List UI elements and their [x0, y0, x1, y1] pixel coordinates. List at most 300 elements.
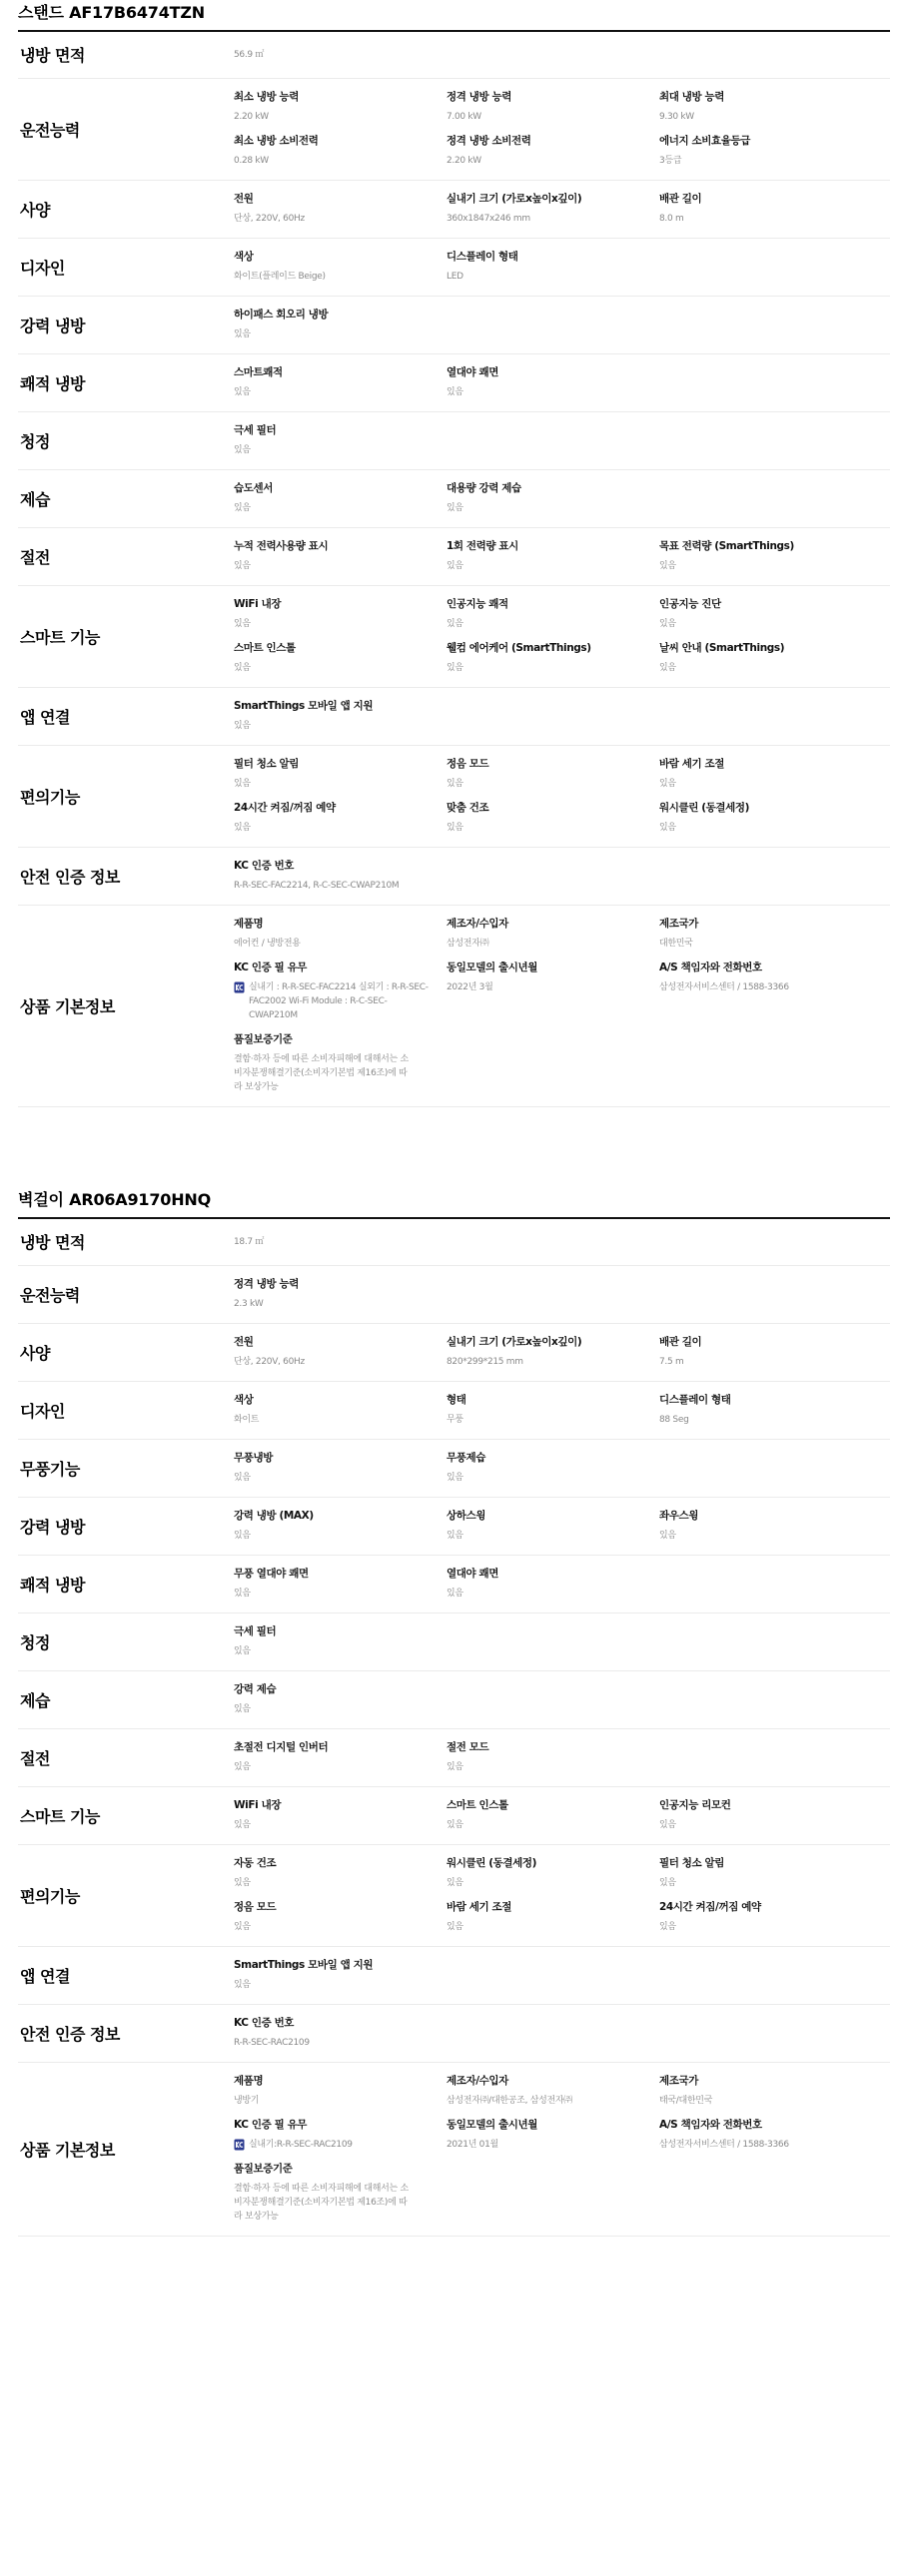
spec-category-label: 강력 냉방	[20, 316, 85, 335]
spec-category-label: 냉방 면적	[20, 46, 85, 65]
spec-category-label: 스마트 기능	[20, 1806, 100, 1826]
spec-item-value: 있음	[234, 445, 251, 455]
spec-item-value: 18.7 ㎡	[234, 1236, 265, 1247]
spec-item-value: 있음	[659, 1878, 676, 1888]
spec-item	[234, 1958, 447, 1992]
spec-item-title: 자동 건조	[234, 1857, 277, 1869]
spec-items	[234, 1958, 890, 1992]
spec-row	[18, 412, 890, 470]
spec-item-value: 단상, 220V, 60Hz	[234, 214, 305, 224]
spec-items	[234, 699, 890, 733]
spec-item	[234, 917, 447, 951]
spec-item-value: 있음	[234, 1646, 251, 1656]
spec-item-value: 있음	[659, 823, 676, 833]
spec-item-title: 열대야 쾌면	[447, 1568, 498, 1580]
spec-item-value: 있음	[234, 1820, 251, 1830]
spec-item	[447, 1900, 659, 1934]
spec-item-title: 색상	[234, 1394, 254, 1406]
spec-item	[447, 801, 659, 835]
spec-item-title: 정격 냉방 능력	[447, 91, 511, 103]
spec-item	[234, 250, 447, 284]
spec-item-title: 디스플레이 형태	[659, 1394, 731, 1406]
spec-item	[447, 365, 659, 399]
spec-item-title: 에너지 소비효율등급	[659, 135, 750, 147]
spec-item	[234, 308, 447, 341]
spec-row	[18, 2005, 890, 2063]
spec-item	[659, 2118, 882, 2152]
spec-category-label: 무풍기능	[20, 1459, 80, 1479]
spec-items	[234, 1277, 890, 1311]
spec-item-title: KC 인증 필 유무	[234, 2119, 308, 2131]
spec-item-value: 결함·하자 등에 따른 소비자피해에 대해서는 소비자분쟁해결기준(소비자기본법 제16조)에 따라 보상가능	[234, 2184, 409, 2222]
spec-item-title: A/S 책임자와 전화번호	[659, 962, 762, 973]
spec-item-value: 있음	[234, 1980, 251, 1990]
spec-item	[234, 481, 447, 515]
spec-items	[234, 1451, 890, 1485]
product-title: 벽걸이 AR06A9170HNQ	[18, 1187, 890, 1219]
spec-item	[234, 699, 447, 733]
spec-row	[18, 1382, 890, 1440]
spec-item	[234, 1335, 447, 1369]
spec-item-value: 있음	[234, 1704, 251, 1714]
spec-item	[234, 1682, 447, 1716]
spec-item-title: 24시간 켜짐/꺼짐 예약	[234, 802, 336, 814]
spec-item-value: 삼성전자서비스센터 / 1588-3366	[659, 982, 789, 992]
spec-item-value: 2022년 3월	[447, 982, 493, 992]
spec-item	[234, 757, 447, 791]
spec-row	[18, 470, 890, 528]
spec-item-title: 스마트 인스톨	[447, 1799, 508, 1811]
spec-item-value: 있음	[234, 779, 251, 789]
spec-item-value: 있음	[234, 1473, 251, 1483]
spec-item-value: 실내기:R-R-SEC-RAC2109	[249, 2140, 353, 2150]
spec-row	[18, 1440, 890, 1498]
spec-item-value: 있음	[447, 1473, 463, 1483]
spec-item	[234, 90, 447, 124]
spec-item-title: KC 인증 필 유무	[234, 962, 308, 973]
spec-item-title: 24시간 켜짐/꺼짐 예약	[659, 1901, 761, 1913]
spec-item-title: 제품명	[234, 918, 264, 930]
spec-item	[234, 961, 447, 1022]
spec-item-value: 화이트	[234, 1415, 260, 1425]
spec-category-label: 상품 기본정보	[20, 2140, 115, 2160]
spec-item-value: 있음	[234, 619, 251, 629]
spec-item-title: 인공지능 진단	[659, 598, 721, 610]
spec-item	[447, 597, 659, 631]
spec-item-value: 있음	[447, 1922, 463, 1932]
spec-item-value: 있음	[447, 663, 463, 673]
spec-items	[234, 1798, 890, 1832]
spec-items	[234, 192, 890, 226]
spec-item-title: 최소 냉방 능력	[234, 91, 299, 103]
spec-item	[447, 961, 659, 1022]
spec-item-title: 절전 모드	[447, 1741, 489, 1753]
spec-item-title: 극세 필터	[234, 1625, 277, 1637]
spec-row	[18, 746, 890, 848]
spec-items	[234, 2074, 890, 2224]
spec-category-label: 편의기능	[20, 787, 80, 807]
spec-item-value: 에어컨 / 냉방전용	[234, 939, 301, 949]
spec-row	[18, 1787, 890, 1845]
spec-item-title: 제조자/수입자	[447, 2075, 508, 2087]
spec-row	[18, 181, 890, 239]
spec-row	[18, 79, 890, 181]
spec-item-value: 있음	[447, 823, 463, 833]
spec-item-value: 있음	[447, 779, 463, 789]
spec-item-value: 있음	[447, 387, 463, 397]
spec-item-title: 초절전 디지털 인버터	[234, 1741, 329, 1753]
spec-item	[447, 192, 659, 226]
spec-item-value: 있음	[447, 1589, 463, 1599]
spec-item	[447, 2118, 659, 2152]
spec-item	[659, 757, 882, 791]
spec-item-title: 정음 모드	[447, 758, 489, 770]
spec-item-title: 바람 세기 조절	[659, 758, 724, 770]
spec-item	[659, 801, 882, 835]
spec-item-title: 웰컴 에어케어 (SmartThings)	[447, 642, 591, 654]
spec-item	[234, 641, 447, 675]
spec-item-title: 필터 청소 알림	[659, 1857, 724, 1869]
spec-category-label: 제습	[20, 489, 50, 509]
spec-item-value: 단상, 220V, 60Hz	[234, 1357, 305, 1367]
spec-item	[234, 1624, 447, 1658]
spec-item-title: 날씨 안내 (SmartThings)	[659, 642, 785, 654]
spec-item-value: 7.00 kW	[447, 112, 481, 122]
spec-category-label: 제습	[20, 1690, 50, 1710]
spec-category-label: 강력 냉방	[20, 1517, 85, 1537]
spec-row	[18, 1845, 890, 1947]
spec-items	[234, 1682, 890, 1716]
spec-category-label: 앱 연결	[20, 707, 70, 727]
spec-category-label: 절전	[20, 547, 50, 567]
spec-item-title: SmartThings 모바일 앱 지원	[234, 1959, 374, 1971]
spec-category-label: 운전능력	[20, 1285, 80, 1305]
spec-row	[18, 586, 890, 688]
spec-row	[18, 848, 890, 906]
spec-item-title: 바람 세기 조절	[447, 1901, 511, 1913]
spec-item	[447, 539, 659, 573]
spec-item	[447, 2074, 659, 2108]
spec-item-value: 8.0 m	[659, 214, 684, 224]
spec-item	[447, 1451, 659, 1485]
spec-item-value: 3등급	[659, 156, 682, 166]
spec-item-title: 필터 청소 알림	[234, 758, 299, 770]
spec-item-title: 하이패스 회오리 냉방	[234, 309, 329, 321]
spec-item-value: 있음	[659, 663, 676, 673]
spec-item-value: R-R-SEC-RAC2109	[234, 2038, 310, 2048]
spec-item	[234, 1451, 447, 1485]
spec-item	[659, 917, 882, 951]
spec-item-value: 있음	[447, 1531, 463, 1541]
spec-item-value: 화이트(플레이드 Beige)	[234, 272, 326, 282]
spec-item-title: 강력 제습	[234, 1683, 277, 1695]
spec-item-title: 최소 냉방 소비전력	[234, 135, 319, 147]
spec-item-title: 스마트 인스톨	[234, 642, 296, 654]
spec-item-title: 인공지능 쾌적	[447, 598, 508, 610]
spec-item-title: 정격 냉방 소비전력	[447, 135, 531, 147]
spec-item-value: 대한민국	[659, 939, 693, 949]
spec-item	[447, 90, 659, 124]
spec-item-title: 극세 필터	[234, 424, 277, 436]
spec-item-value: 있음	[659, 1820, 676, 1830]
spec-row	[18, 2063, 890, 2237]
spec-item-value: 2.20 kW	[447, 156, 481, 166]
spec-item-title: 전원	[234, 1336, 254, 1348]
spec-item	[659, 1856, 882, 1890]
spec-item	[659, 192, 882, 226]
spec-item	[234, 1900, 447, 1934]
spec-item-title: 워시클린 (동결세정)	[447, 1857, 536, 1869]
spec-item-value: 결함·하자 등에 따른 소비자피해에 대해서는 소비자분쟁해결기준(소비자기본법 제16조)에 따라 보상가능	[234, 1054, 409, 1092]
spec-item	[234, 2162, 447, 2224]
spec-category-label: 청정	[20, 431, 50, 451]
spec-category-label: 사양	[20, 200, 50, 220]
spec-item-value: 2.3 kW	[234, 1299, 264, 1309]
kc-value	[234, 980, 447, 1022]
spec-item	[447, 1740, 659, 1774]
spec-row	[18, 1219, 890, 1266]
spec-item-value: 있음	[659, 779, 676, 789]
spec-item-value: 있음	[659, 619, 676, 629]
spec-item	[234, 597, 447, 631]
spec-item-value: 있음	[659, 561, 676, 571]
spec-item	[447, 250, 659, 284]
spec-item-value: 실내기 : R-R-SEC-FAC2214 실외기 : R-R-SEC-FAC2002 Wi-Fi Module : R-C-SEC-CWAP210M	[249, 982, 429, 1020]
spec-item	[234, 539, 447, 573]
spec-item-title: 색상	[234, 251, 254, 263]
spec-items	[234, 539, 890, 573]
spec-item-value: 있음	[659, 1531, 676, 1541]
spec-item-title: 품질보증기준	[234, 2163, 293, 2175]
spec-item-value: 있음	[234, 721, 251, 731]
spec-item	[447, 1335, 659, 1369]
spec-items	[234, 423, 890, 457]
spec-row	[18, 1729, 890, 1787]
spec-item-title: 맞춤 건조	[447, 802, 489, 814]
spec-row	[18, 1266, 890, 1324]
spec-item-value: 820*299*215 mm	[447, 1357, 523, 1367]
spec-item	[234, 1856, 447, 1890]
spec-items	[234, 1335, 890, 1369]
spec-items	[234, 250, 890, 284]
spec-item-title: 전원	[234, 193, 254, 205]
product-title: 스탠드 AF17B6474TZN	[18, 0, 890, 32]
spec-item	[659, 1900, 882, 1934]
spec-category-label: 디자인	[20, 1401, 65, 1421]
spec-item-title: 스마트쾌적	[234, 366, 283, 378]
spec-items	[234, 48, 890, 62]
spec-item-title: 강력 냉방 (MAX)	[234, 1510, 314, 1522]
spec-items	[234, 308, 890, 341]
spec-item-title: WiFi 내장	[234, 598, 282, 610]
spec-item-value: 있음	[234, 387, 251, 397]
spec-row	[18, 906, 890, 1107]
spec-item	[234, 2016, 447, 2050]
spec-item-value: 삼성전자㈜	[447, 939, 489, 949]
spec-item-value: 있음	[447, 1878, 463, 1888]
spec-item	[659, 1335, 882, 1369]
spec-items	[234, 90, 890, 168]
spec-item-title: 동일모델의 출시년월	[447, 2119, 537, 2131]
spec-row	[18, 1947, 890, 2005]
spec-items	[234, 1393, 890, 1427]
spec-item-title: 무풍냉방	[234, 1452, 273, 1464]
spec-item	[234, 1032, 447, 1094]
spec-category-label: 스마트 기능	[20, 627, 100, 647]
spec-items	[234, 1235, 890, 1249]
spec-item-title: 배관 길이	[659, 1336, 702, 1348]
spec-item-title: KC 인증 번호	[234, 2017, 295, 2029]
spec-item	[234, 423, 447, 457]
spec-item-value: 있음	[234, 503, 251, 513]
spec-item	[659, 1509, 882, 1543]
spec-category-label: 안전 인증 정보	[20, 867, 120, 887]
spec-item	[447, 1567, 659, 1601]
spec-item-title: 실내기 크기 (가로x높이x깊이)	[447, 1336, 582, 1348]
spec-item-value: 있음	[234, 329, 251, 339]
spec-items	[234, 1567, 890, 1601]
spec-item	[234, 2074, 447, 2108]
spec-row	[18, 688, 890, 746]
spec-item-value: 냉방기	[234, 2096, 260, 2106]
spec-item-value: 삼성전자㈜/대한공조, 삼성전자㈜	[447, 2096, 572, 2106]
spec-item-title: 습도센서	[234, 482, 273, 494]
spec-item	[234, 1567, 447, 1601]
spec-item-title: 대용량 강력 제습	[447, 482, 521, 494]
spec-category-label: 안전 인증 정보	[20, 2024, 120, 2044]
spec-category-label: 냉방 면적	[20, 1233, 85, 1252]
spec-item-value: 있음	[234, 663, 251, 673]
spec-row	[18, 239, 890, 297]
product-spec-section	[18, 0, 890, 1107]
spec-row	[18, 354, 890, 412]
kc-value	[234, 2138, 447, 2152]
spec-category-label: 운전능력	[20, 120, 80, 140]
spec-category-label: 편의기능	[20, 1886, 80, 1906]
spec-category-label: 디자인	[20, 258, 65, 278]
spec-category-label: 앱 연결	[20, 1966, 70, 1986]
spec-items	[234, 1624, 890, 1658]
spec-category-label: 쾌적 냉방	[20, 373, 85, 393]
spec-item-title: 실내기 크기 (가로x높이x깊이)	[447, 193, 582, 205]
kc-mark-icon	[234, 2139, 245, 2151]
spec-row	[18, 1671, 890, 1729]
spec-item-title: 무풍제습	[447, 1452, 485, 1464]
spec-item-value: 9.30 kW	[659, 112, 694, 122]
spec-item-value: 있음	[447, 1762, 463, 1772]
spec-item	[234, 859, 447, 893]
spec-item	[234, 48, 447, 62]
spec-category-label: 절전	[20, 1748, 50, 1768]
spec-item-value: 있음	[447, 619, 463, 629]
spec-item-title: 배관 길이	[659, 193, 702, 205]
spec-category-label: 청정	[20, 1632, 50, 1652]
spec-item-value: 있음	[234, 561, 251, 571]
spec-item-title: 누적 전력사용량 표시	[234, 540, 329, 552]
spec-item	[659, 961, 882, 1022]
spec-items	[234, 1740, 890, 1774]
spec-item	[659, 90, 882, 124]
spec-item-value: 있음	[234, 1762, 251, 1772]
spec-item	[659, 641, 882, 675]
spec-item-value: 7.5 m	[659, 1357, 684, 1367]
spec-item-value: 2021년 01월	[447, 2140, 498, 2150]
spec-item-title: 최대 냉방 능력	[659, 91, 724, 103]
spec-item-value: 삼성전자서비스센터 / 1588-3366	[659, 2140, 789, 2150]
spec-category-label: 상품 기본정보	[20, 996, 115, 1016]
spec-items	[234, 597, 890, 675]
spec-item-title: 제품명	[234, 2075, 264, 2087]
spec-item	[447, 641, 659, 675]
spec-item-value: 2.20 kW	[234, 112, 269, 122]
spec-item-title: 목표 전력량 (SmartThings)	[659, 540, 794, 552]
spec-category-label: 사양	[20, 1343, 50, 1363]
spec-item	[234, 134, 447, 168]
spec-item-title: 품질보증기준	[234, 1033, 293, 1045]
spec-item-title: A/S 책임자와 전화번호	[659, 2119, 762, 2131]
spec-item-title: 인공지능 리모컨	[659, 1799, 731, 1811]
spec-item	[234, 2118, 447, 2152]
spec-items	[234, 917, 890, 1094]
spec-item-value: 있음	[234, 823, 251, 833]
spec-item	[234, 365, 447, 399]
spec-items	[234, 365, 890, 399]
spec-item-title: SmartThings 모바일 앱 지원	[234, 700, 374, 712]
spec-item-title: 무풍 열대야 쾌면	[234, 1568, 309, 1580]
spec-item-title: 디스플레이 형태	[447, 251, 518, 263]
spec-item-title: KC 인증 번호	[234, 860, 295, 872]
spec-items	[234, 1509, 890, 1543]
spec-items	[234, 481, 890, 515]
spec-item-title: WiFi 내장	[234, 1799, 282, 1811]
spec-item	[447, 1509, 659, 1543]
spec-item-value: 있음	[234, 1531, 251, 1541]
spec-item-title: 제조국가	[659, 918, 698, 930]
spec-items	[234, 1856, 890, 1934]
spec-items	[234, 757, 890, 835]
spec-item-value: 56.9 ㎡	[234, 49, 265, 60]
spec-item-value: 있음	[234, 1922, 251, 1932]
spec-row	[18, 1324, 890, 1382]
spec-item	[234, 1277, 447, 1311]
spec-item	[234, 1393, 447, 1427]
spec-items	[234, 2016, 890, 2050]
spec-row	[18, 1498, 890, 1556]
spec-item-value: 360x1847x246 mm	[447, 214, 530, 224]
spec-item-title: 제조국가	[659, 2075, 698, 2087]
kc-mark-icon	[234, 981, 245, 993]
spec-row	[18, 32, 890, 79]
spec-item-value: R-R-SEC-FAC2214, R-C-SEC-CWAP210M	[234, 881, 400, 891]
spec-item-value: 0.28 kW	[234, 156, 269, 166]
spec-item	[447, 917, 659, 951]
spec-item-title: 워시클린 (동결세정)	[659, 802, 749, 814]
spec-item	[447, 134, 659, 168]
spec-item-value: 있음	[447, 1820, 463, 1830]
spec-item	[234, 1235, 447, 1249]
spec-item-value: 있음	[447, 503, 463, 513]
spec-row	[18, 528, 890, 586]
spec-item	[659, 2074, 882, 2108]
spec-item-value: 88 Seg	[659, 1415, 689, 1425]
spec-item-value: 있음	[234, 1589, 251, 1599]
spec-item	[234, 1509, 447, 1543]
spec-item-title: 정음 모드	[234, 1901, 277, 1913]
spec-item	[447, 481, 659, 515]
spec-item-title: 열대야 쾌면	[447, 366, 498, 378]
spec-item	[447, 1856, 659, 1890]
spec-item	[659, 1798, 882, 1832]
